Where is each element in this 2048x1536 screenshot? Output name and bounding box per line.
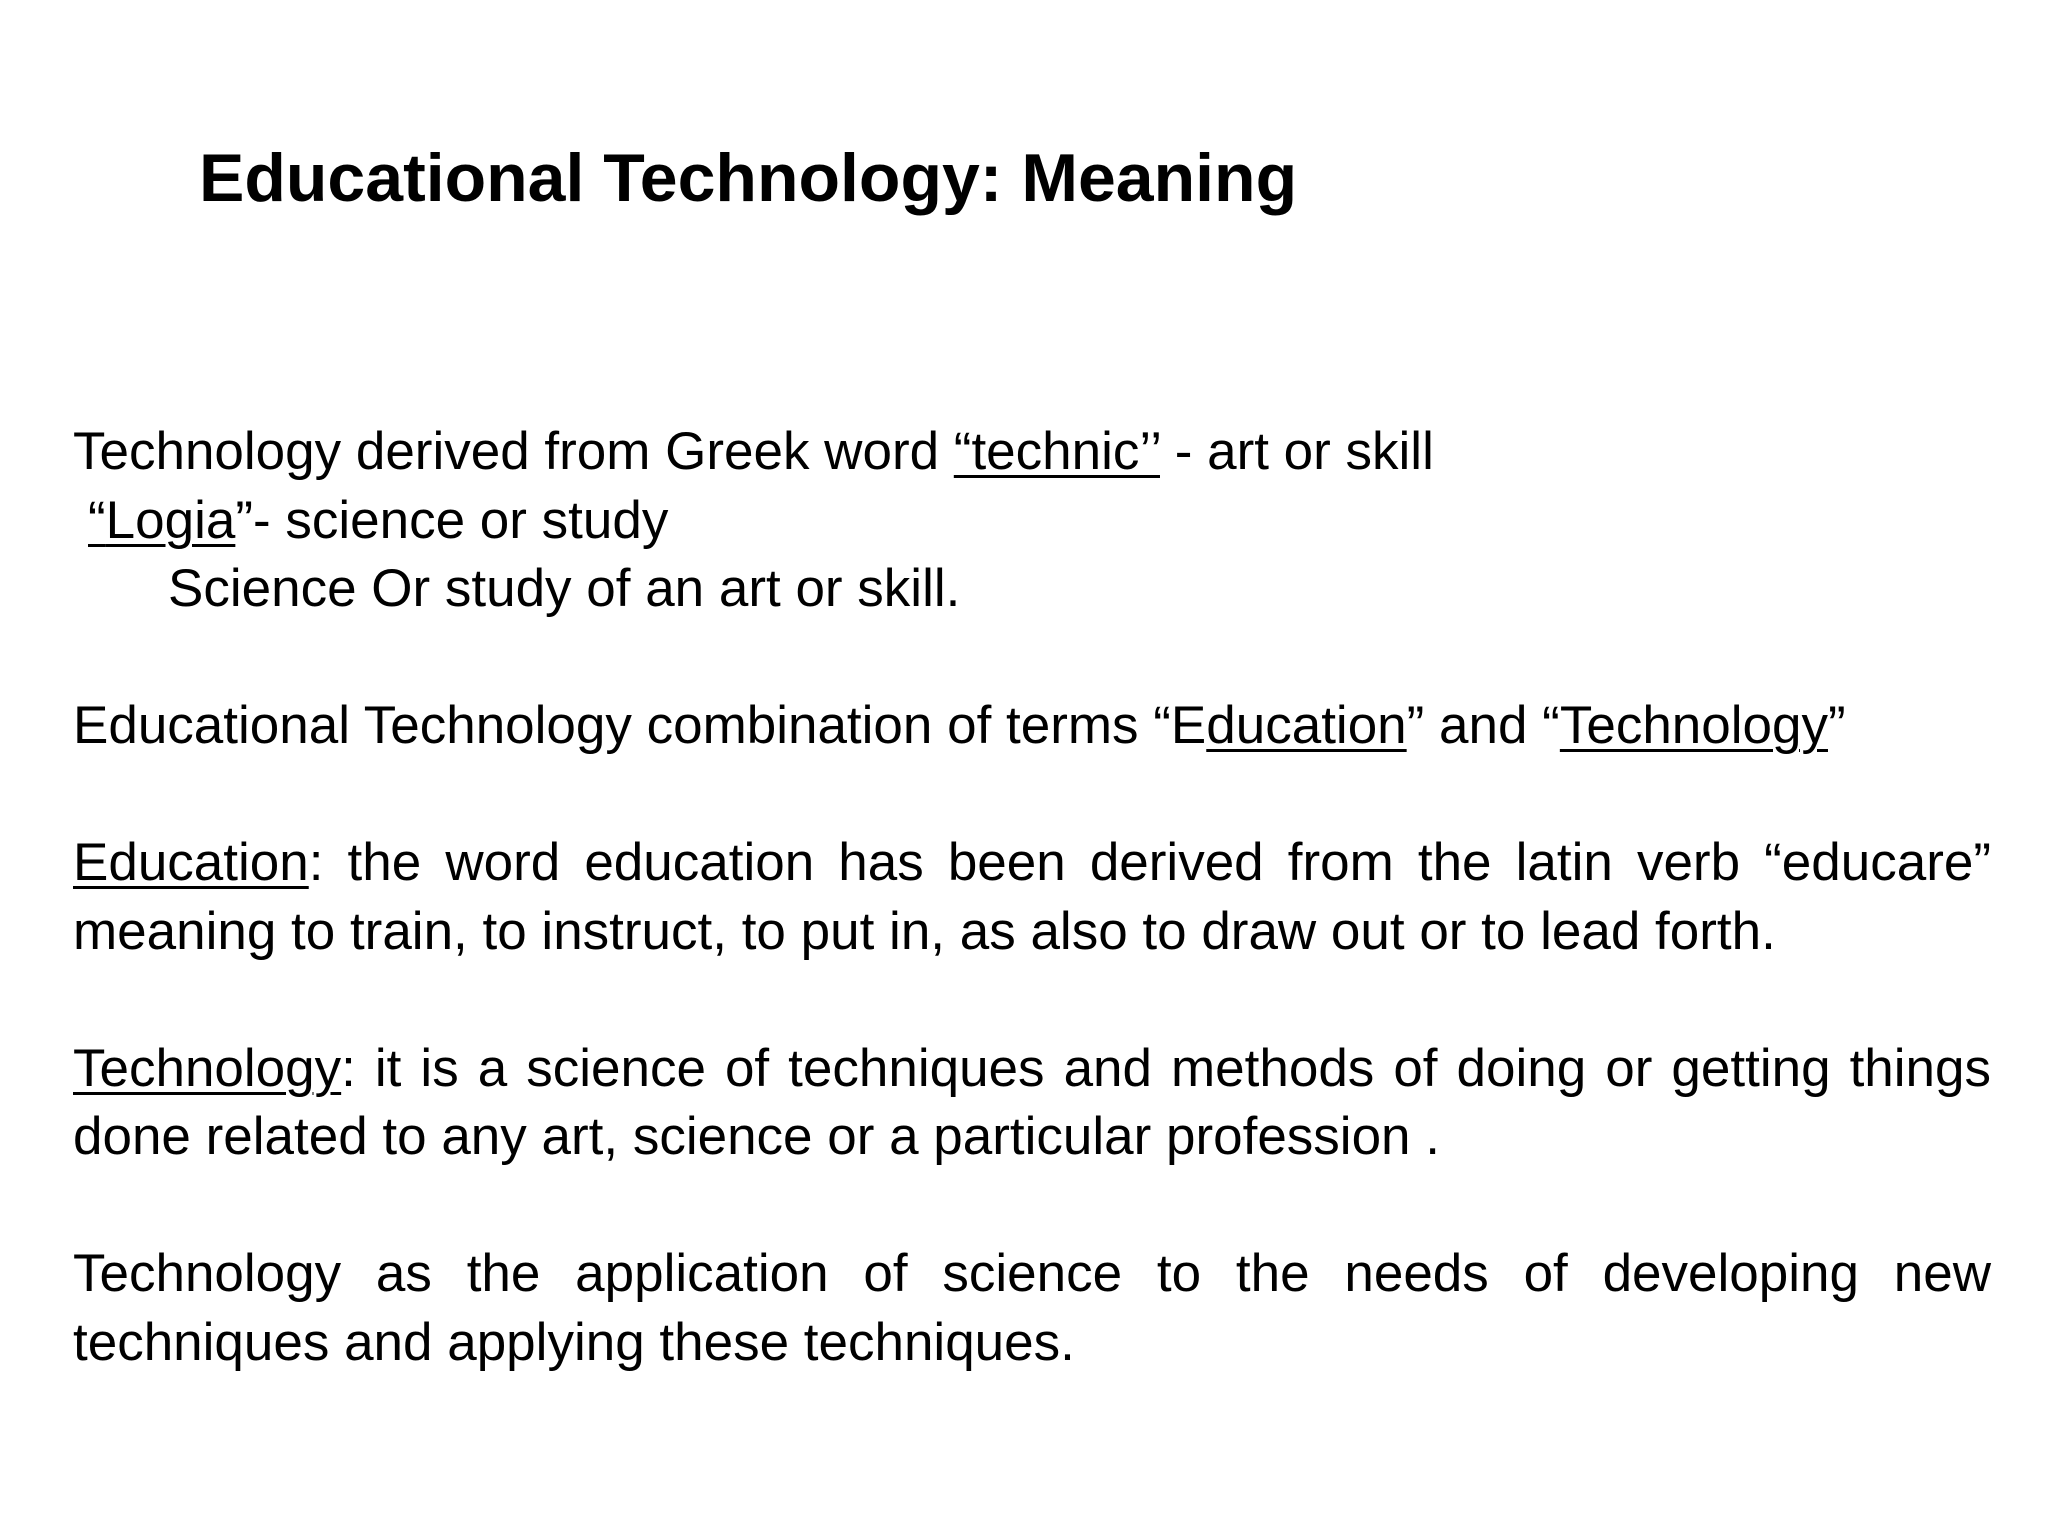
spacer [73, 966, 1991, 1035]
technology-definition [73, 1035, 1991, 1172]
technology-definition-text: : it is a science of techniques and methods of doing or getting things done related to any art, science or a particular profession . [73, 1038, 1991, 1166]
education-definition [73, 829, 1991, 966]
origin-line-technic-post: - art or skill [1160, 422, 1434, 481]
origin-line-logia-post: ”- science or study [235, 490, 669, 550]
education-definition-text: : the word education has been derived from the latin verb “educare” meaning to train, to instruct, to put in, as also to draw out or to lead forth. [73, 833, 1991, 961]
spacer [73, 761, 1991, 830]
combination-post: ” [1827, 696, 1846, 755]
combination-pre: Educational Technology combination of terms “E [73, 696, 1207, 755]
slide-body [73, 418, 1991, 1377]
term-logia-quote: “ [88, 490, 106, 550]
spacer [73, 1172, 1991, 1241]
origin-line-technic-pre: Technology derived from Greek word [73, 422, 954, 481]
slide-title: Educational Technology: Meaning [199, 140, 1298, 216]
term-education-combination: ducation [1206, 696, 1407, 755]
application-paragraph: Technology as the application of science to the needs of developing new techniques and applying these techniques. [73, 1244, 1991, 1372]
term-education: Education [73, 833, 309, 892]
origin-line-science: Science Or study of an art or skill. [168, 559, 961, 618]
origin-line-technic [73, 418, 1991, 487]
term-logia: Logia [105, 490, 236, 550]
term-technic: “technic’’ [953, 422, 1160, 481]
term-technology: Technology [73, 1038, 342, 1098]
combination-mid: ” and “ [1406, 696, 1560, 755]
spacer [73, 624, 1991, 693]
origin-line-logia [73, 487, 1991, 556]
term-technology-combination: Technology [1559, 696, 1828, 755]
combination-line [73, 692, 1991, 761]
